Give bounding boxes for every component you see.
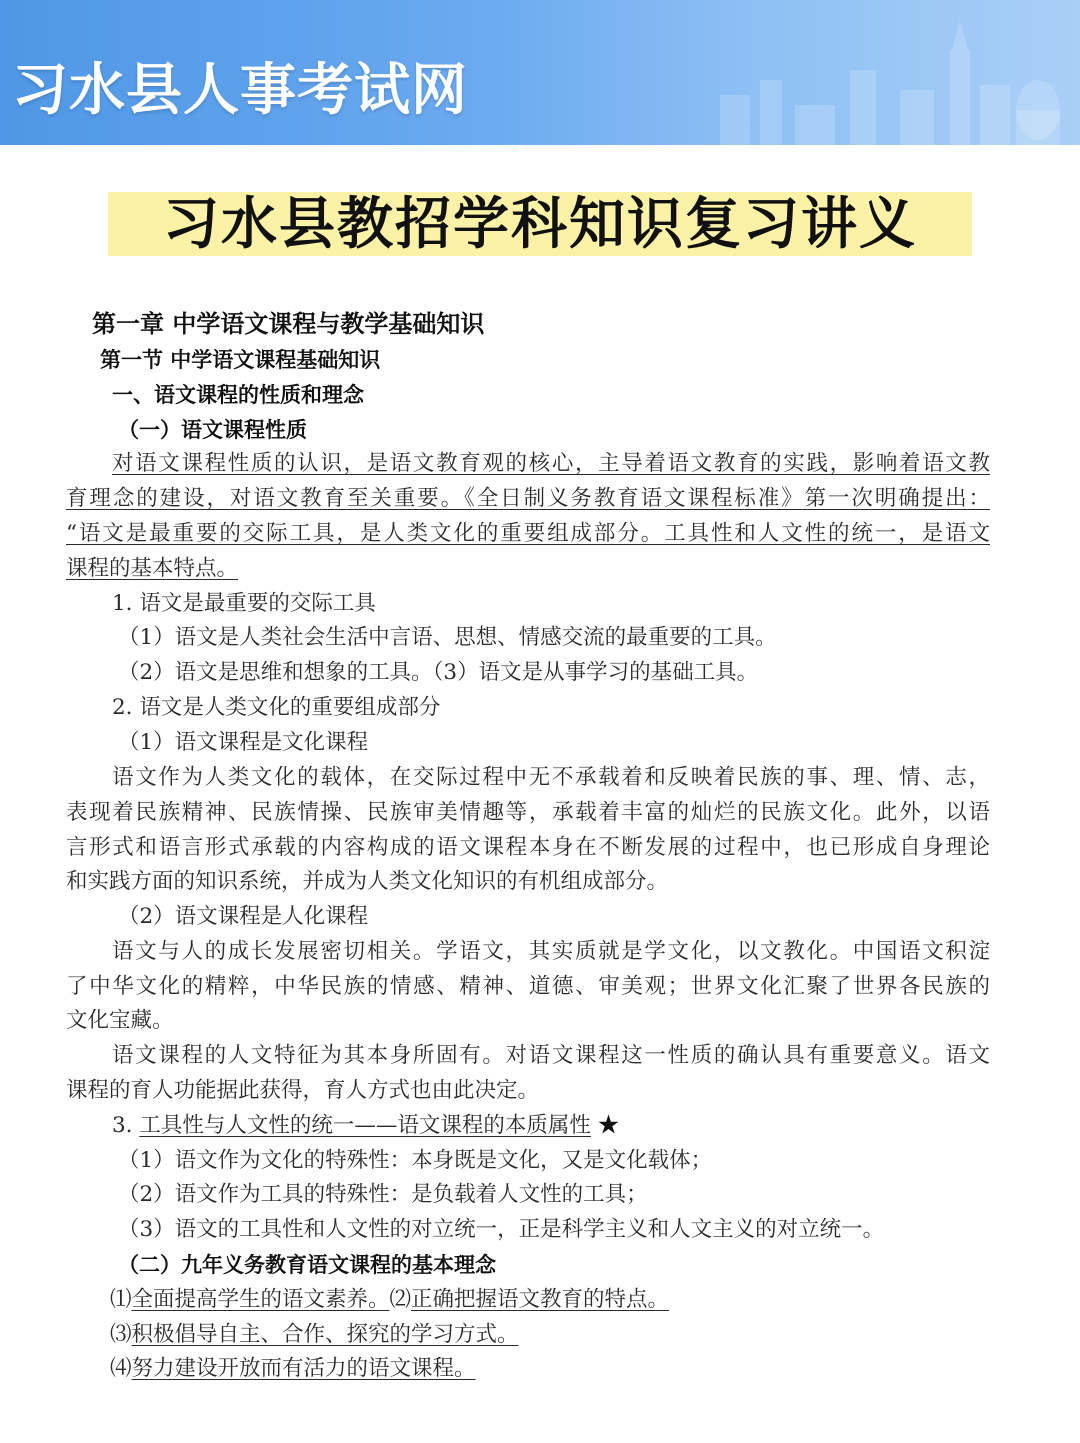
point-3-heading: 工具性与人文性的统一——语文课程的本质属性: [139, 1113, 591, 1138]
chapter-heading: 第一章 中学语文课程与教学基础知识: [92, 310, 485, 338]
point-1-title: 1. 语文是最重要的交际工具: [112, 591, 376, 616]
idea-line: [110, 1286, 669, 1314]
idea-line: [110, 1321, 519, 1349]
paragraph-line: 表现着民族精神、民族情操、民族审美情趣等，承载着丰富的灿烂的民族文化。此外，以语: [66, 800, 990, 825]
part-heading: 一、语文课程的性质和理念: [112, 383, 364, 407]
idea-number: ⑴: [110, 1287, 132, 1312]
point-1-item: （1）语文是人类社会生活中言语、思想、情感交流的最重要的工具。: [118, 625, 777, 650]
point-3-item: （2）语文作为工具的特殊性：是负载着人文性的工具；: [118, 1182, 648, 1207]
idea-text: 努力建设开放而有活力的语文课程。: [131, 1356, 476, 1381]
idea-number: ⑷: [110, 1356, 132, 1381]
paragraph-line: 文化宝藏。: [66, 1008, 174, 1033]
point-1-item: （2）语文是思维和想象的工具。（3）语文是从事学习的基础工具。: [118, 660, 759, 685]
intro-line: 课程的基本特点。: [66, 556, 239, 581]
idea-text: 正确把握语文教育的特点。: [411, 1287, 670, 1312]
subsection-heading: （一）语文课程性质: [118, 418, 307, 442]
idea-number: ⑶: [110, 1322, 132, 1347]
intro-line: 育理念的建设，对语文教育至关重要。《全日制义务教育语文课程标准》第一次明确提出：: [66, 486, 990, 511]
paragraph-line: 语文作为人类文化的载体，在交际过程中无不承载着和反映着民族的事、理、情、志，: [112, 765, 990, 790]
idea-line: [110, 1355, 476, 1383]
point-3-item: （3）语文的工具性和人文性的对立统一，正是科学主义和人文主义的对立统一。: [118, 1217, 885, 1242]
subsection-heading: （二）九年义务教育语文课程的基本理念: [118, 1253, 496, 1277]
idea-text: 积极倡导自主、合作、探究的学习方式。: [131, 1322, 519, 1347]
document-title: 习水县教招学科知识复习讲义: [108, 192, 972, 256]
point-3-title: [112, 1112, 619, 1140]
site-banner: [0, 0, 1080, 145]
paragraph-line: 课程的育人功能据此获得，育人方式也由此决定。: [66, 1078, 540, 1103]
star-icon: ★: [597, 1113, 620, 1138]
point-2-item: （1）语文课程是文化课程: [118, 730, 369, 755]
idea-text: 全面提高学生的语文素养。: [131, 1287, 390, 1312]
paragraph-line: 言形式和语言形式承载的内容构成的语文课程本身在不断发展的过程中，也已形成自身理论: [66, 835, 990, 860]
paragraph-line: 语文与人的成长发展密切相关。学语文，其实质就是学文化，以文教化。中国语文积淀: [112, 939, 990, 964]
site-title: 习水县人事考试网: [12, 58, 468, 123]
point-2-item: （2）语文课程是人化课程: [118, 904, 369, 929]
city-skyline-illustration: [660, 0, 1080, 145]
paragraph-line: 了中华文化的精粹，中华民族的情感、精神、道德、审美观；世界文化汇聚了世界各民族的: [66, 974, 990, 999]
point-2-title: 2. 语文是人类文化的重要组成部分: [112, 695, 441, 720]
idea-number: ⑵: [389, 1287, 412, 1312]
point-3-item: （1）语文作为文化的特殊性：本身既是文化，又是文化载体；: [118, 1148, 713, 1173]
intro-line: 对语文课程性质的认识，是语文教育观的核心，主导着语文教育的实践，影响着语文教: [112, 451, 990, 476]
paragraph-line: 语文课程的人文特征为其本身所固有。对语文课程这一性质的确认具有重要意义。语文: [112, 1043, 990, 1068]
point-3-number: 3.: [112, 1113, 140, 1138]
intro-line: “语文是最重要的交际工具，是人类文化的重要组成部分。工具性和人文性的统一，是语文: [66, 521, 990, 546]
section-heading: 第一节 中学语文课程基础知识: [100, 348, 381, 372]
paragraph-line: 和实践方面的知识系统，并成为人类文化知识的有机组成部分。: [66, 869, 669, 894]
